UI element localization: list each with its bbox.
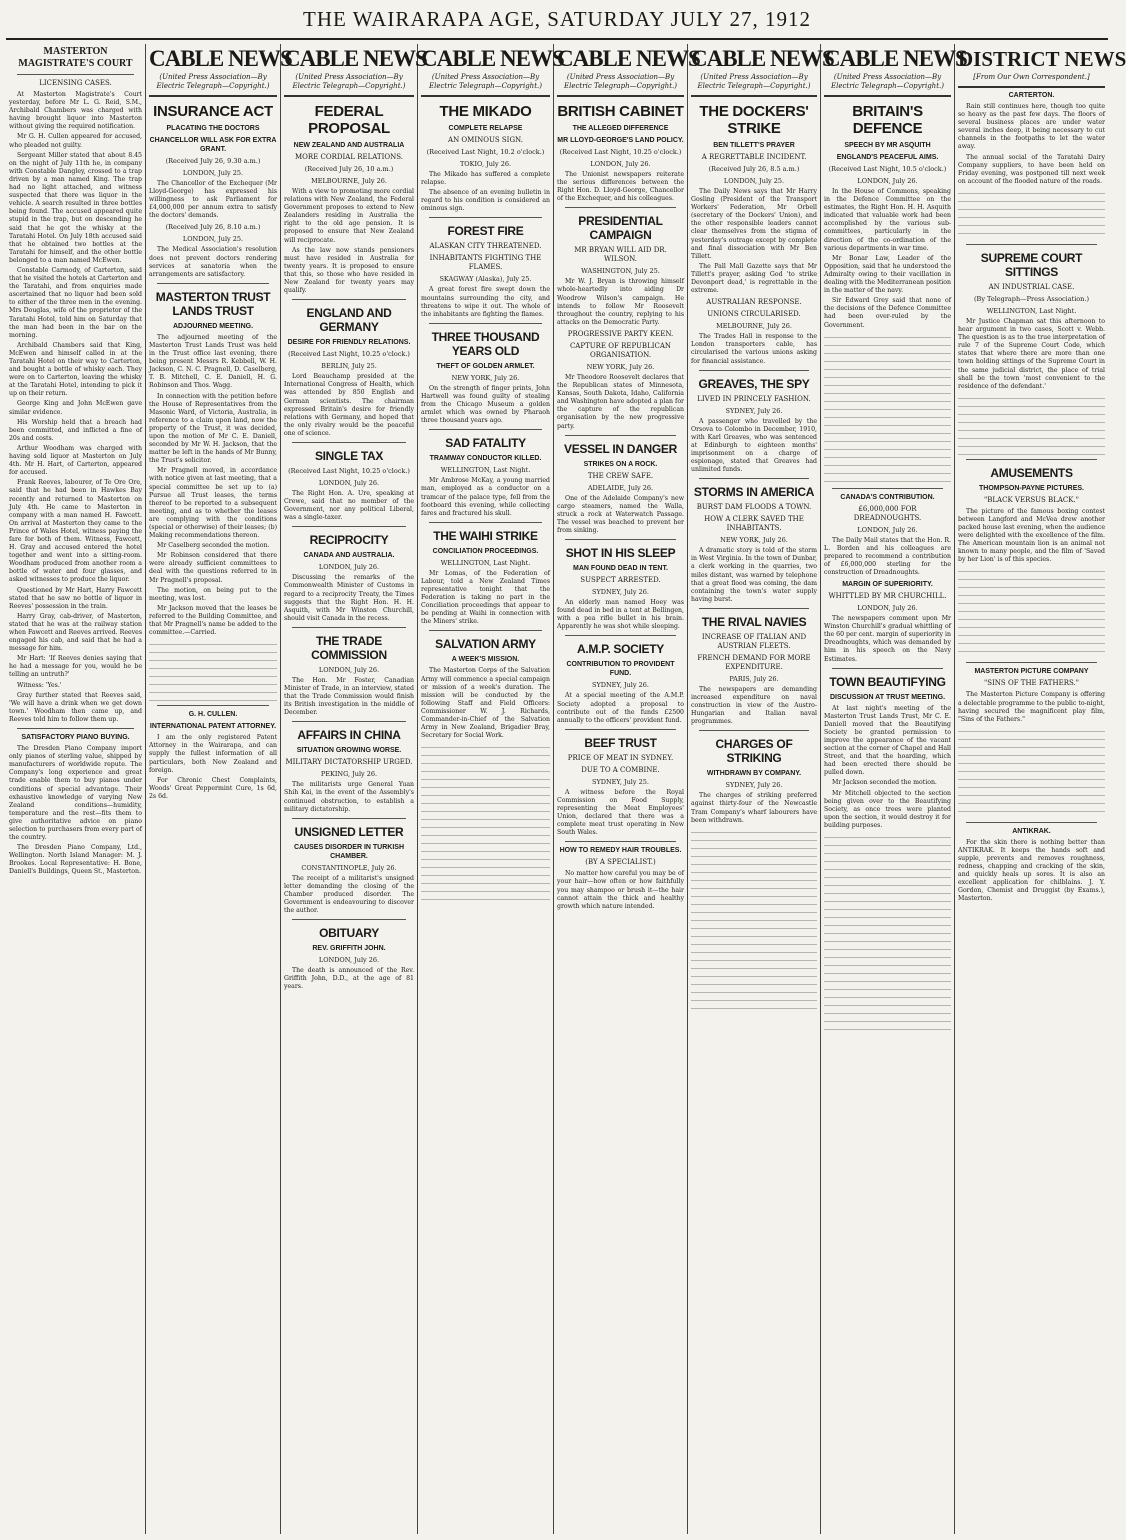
divider	[292, 818, 406, 819]
column-insurance	[146, 44, 292, 1534]
dateline: LONDON, July 25.	[182, 235, 244, 244]
article-paragraph: For Chronic Chest Complaints, Woods' Great Peppermint Cure, 1s 6d, 2s 6d.	[149, 776, 277, 800]
article-paragraph: A dramatic story is told of the storm in West Virginia. In the town of Dunbar, a clerk working in the quarries, two miles distant, was warned by telephone that a great flood was coming, the dam containing the town's water supply having burst.	[691, 547, 817, 603]
article-subhead: INHABITANTS FIGHTING THE FLAMES.	[429, 254, 542, 272]
divider	[557, 95, 684, 97]
dateline: MELBOURNE, July 26.	[311, 177, 387, 185]
faded-text-block	[421, 744, 550, 904]
article-headline: BEEF TRUST	[584, 735, 657, 750]
article-paragraph: George King and John McEwen gave similar evidence.	[9, 400, 142, 416]
dateline: MELBOURNE, July 26.	[716, 322, 792, 331]
dateline: LONDON, July 26.	[318, 478, 380, 487]
article-subhead: PRICE OF MEAT IN SYDNEY.	[567, 753, 674, 762]
divider	[149, 95, 277, 97]
divider	[699, 730, 809, 731]
article-paragraph: A great forest fire swept down the mountains surrounding the city, and threatens to wipe it out. The whole of the inhabitants are fighting the flames.	[421, 286, 550, 318]
dateline: ADELAIDE, July 26.	[587, 483, 654, 492]
dateline: SYDNEY, July 26.	[725, 406, 783, 415]
press-credit: (United Press Association—By Electric Telegraph—Copyright.)	[292, 73, 406, 90]
section-subhead: LICENSING CASES.	[39, 79, 112, 87]
article-headline: PRESIDENTIAL CAMPAIGN	[578, 214, 663, 243]
article-paragraph: Mr Hart: 'If Reeves denies saying that he had a message for you, would he be telling an untruth?'	[9, 655, 142, 679]
masthead-rule	[6, 38, 1108, 40]
article-headline: SAD FATALITY	[445, 436, 526, 451]
divider	[17, 728, 134, 729]
article-paragraph: Mr Pragnell moved, in accordance with notice given at last meeting, that a special committee be set up to (a) Pursue all Trust leases, the terms thereof to be reported to a subsequent meeting, and as to whether the leases are complying with the conditions (special or otherwise) of their leases; (b) Making recommendations thereon.	[149, 467, 277, 540]
dateline: LONDON, July 26.	[857, 604, 918, 613]
article-headline: SALVATION ARMY	[435, 637, 536, 652]
article-paragraph: Mr Justice Chapman sat this afternoon to hear argument in two cases, Scott v. Webb. The question is as to the true interpretation of rule 7 of the Supreme Court Code, which states that where there are more than one town holding sittings of the Supreme Court in the same judicial district, the place of trial shall be the town 'most convenient to the residence of the defendant.'	[958, 317, 1105, 390]
divider	[17, 74, 134, 75]
received-line: (Received Last Night, 10.25 o'clock.)	[559, 148, 682, 156]
article-paragraph: The Mikado has suffered a complete relapse.	[421, 171, 550, 187]
article-subhead: ENGLAND'S PEACEFUL AIMS.	[836, 154, 939, 161]
article-headline: VESSEL IN DANGER	[563, 441, 677, 456]
article-paragraph: The motion, on being put to the meeting, was lost.	[149, 586, 277, 602]
article-paragraph: The Chancellor of the Exchequer (Mr Lloyd-George) has expressed his willingness to ask Parliament for £4,000,000 per annum extra to satisfy the doctors' demands.	[149, 180, 277, 220]
divider	[966, 459, 1097, 460]
faded-text-block	[958, 190, 1105, 240]
article-paragraph: The picture of the famous boxing contest between Langford and McVea drew another packed house last evening, when the audience were delighted with the excellence of the film. The American mountain lion is an animal not known to many people, and the film of 'Saved by her Lion' is of this species.	[958, 507, 1105, 564]
article-paragraph: I am the only registered Patent Attorney in the Wairarapa, and can supply the fullest information of all particulars, both New Zealand and foreign.	[149, 734, 277, 774]
article-subhead: AN OMINOUS SIGN.	[448, 136, 523, 144]
article-paragraph: Arthur Woodham was charged with having sold liquor at Masterton on July 4th. Mr H. Hart, of Carterton, appeared for accused.	[9, 444, 142, 477]
article-subhead: MR LLOYD-GEORGE'S LAND POLICY.	[557, 137, 684, 144]
article-paragraph: Mr Caselberg seconded the motion.	[157, 542, 270, 550]
article-headline: ENGLAND AND GERMANY	[306, 306, 392, 335]
article-paragraph: Mr Jackson moved that the leases be referred to the Building Committee, and that Mr Pragnell's name be added to the committee.—Carried.	[149, 604, 277, 637]
article-subhead: THOMPSON-PAYNE PICTURES.	[978, 484, 1084, 492]
article-paragraph: Mr Mitchell objected to the section being given over to the Beautifying Society, as once trees were planted upon the section, it would destroy it for building purposes.	[824, 789, 951, 829]
received-line: (Received Last Night, 10.25 o'clock.)	[288, 466, 410, 475]
article-subhead: AN INDUSTRIAL CASE.	[988, 282, 1075, 291]
article-paragraph: The Medical Association's resolution does not prevent doctors rendering services at sanatoria when the arrangements are satisfactory.	[149, 246, 277, 278]
article-subhead: £6,000,000 FOR DREADNOUGHTS.	[853, 504, 922, 522]
dateline: SYDNEY, July 25.	[592, 777, 649, 786]
divider	[429, 429, 542, 430]
article-headline: THREE THOUSAND YEARS OLD	[431, 329, 540, 358]
article-paragraph: Mr Robinson considered that there were already sufficient committees to deal with the questions referred to in Mr Pragnell's proposal.	[149, 552, 277, 584]
article-subhead: CONCILIATION PROCEEDINGS.	[432, 547, 539, 555]
article-headline: FOREST FIRE	[447, 224, 524, 239]
article-headline: THE DOCKERS' STRIKE	[699, 103, 809, 137]
divider	[691, 95, 817, 97]
article-headline: AFFAIRS IN CHINA	[297, 728, 401, 743]
faded-text-block	[958, 568, 1105, 658]
article-paragraph: The Masterton Corps of the Salvation Army will commence a special campaign or mission of a week's duration. The mission will be conducted by the following Staff and Field Officers: Commissioner W. J. Richards, Commander-in-Chief of the Salvation Army in New Zealand, Brigadier Bray, Secretary for Social Work.	[421, 667, 550, 740]
divider	[565, 635, 676, 636]
district-news-header: DISTRICT NEWS	[958, 47, 1126, 71]
cable-news-header: CABLE NEWS	[149, 46, 292, 71]
article-paragraph: The Daily Mail states that the Hon. R. L. Borden and his colleagues are prepared to recommend a contribution of £6,000,000 sterling for the construction of Dreadnoughts.	[824, 536, 951, 576]
article-subhead: PLACATING THE DOCTORS	[166, 125, 260, 132]
article-headline: INSURANCE ACT	[153, 103, 273, 120]
article-headline: HOW TO REMEDY HAIR TROUBLES.	[559, 847, 682, 855]
article-paragraph: One of the Adelaide Company's new cargo steamers, named the Walla, struck a rock at Waterwatch Passage. The vessel was beached to prevent her from sinking.	[557, 494, 684, 534]
press-credit: (United Press Association—By Electric Telegraph—Copyright.)	[697, 73, 811, 90]
received-line: (Received July 26, 8.5 a.m.)	[708, 165, 800, 173]
faded-text-block	[691, 829, 817, 1009]
article-paragraph: An elderly man named Hoey was found dead in bed in a tent at Bellingen, with a pea rifle bullet in his brain. Apparently he was shot while sleeping.	[557, 599, 684, 631]
article-paragraph: Mr G. H. Cullen appeared for accused, who pleaded not guilty.	[9, 133, 142, 149]
column-federal	[281, 44, 427, 1534]
article-paragraph: A passenger who travelled by the Orsova to Colombo in December, 1910, with Karl Greaves, who was sentenced at Edinburgh to eighteen months' imprisonment on a charge of espionage, stated that Greaves had unlimited funds.	[691, 417, 817, 474]
column-dockers	[688, 44, 834, 1534]
dateline: PEKING, July 26.	[320, 770, 378, 779]
article-paragraph: Rain still continues here, though too quite so heavy as the past few days. The floors of several business places are under water several inches deep, it being necessary to cut channels in the footpaths to let the water away.	[958, 103, 1105, 151]
article-paragraph: Constable Carmody, of Carterton, said that he visited the hotels at Carterton and the Taratahi, and from enquiries made ascertained that no liquor had been sold to either of the three men in the evening. Mrs Douglas, wife of the proprietor of the Taratahi Hotel, told him on Saturday that the man had been in the bar on the morning.	[9, 266, 142, 339]
divider	[292, 721, 406, 722]
article-headline: BRITISH CABINET	[557, 103, 684, 120]
dateline: LONDON, July 25.	[723, 177, 785, 185]
article-subhead: MR BRYAN WILL AID DR. WILSON.	[574, 246, 667, 264]
article-subhead: MARGIN OF SUPERIORITY.	[842, 581, 933, 589]
faded-text-block	[149, 641, 277, 701]
article-subhead: SITUATION GROWING WORSE.	[296, 747, 402, 755]
divider	[292, 627, 406, 628]
press-credit: (United Press Association—By Electric Telegraph—Copyright.)	[831, 73, 944, 90]
faded-text-block	[958, 395, 1105, 455]
dateline: SYDNEY, July 26.	[725, 781, 783, 790]
article-subhead: WITHDRAWN BY COMPANY.	[706, 770, 802, 778]
article-paragraph: The Dresden Piano Company, Ltd., Wellington. North Island Manager: M. J. Brookes. Local Representative: H. Bone, Daniell's Buildings, Queen St., Masterton.	[9, 844, 142, 876]
article-headline: OBITUARY	[319, 926, 379, 941]
divider	[824, 95, 951, 97]
article-paragraph: The annual social of the Taratahi Dairy Company suppliers, to have been held on Friday evening, was postponed till next week on account of the flooded nature of the roads.	[958, 153, 1105, 185]
article-headline: THE RIVAL NAVIES	[701, 614, 807, 629]
article-headline: SATISFACTORY PIANO BUYING.	[21, 734, 130, 742]
article-paragraph: In the House of Commons, speaking in the Defence Committee on the estimates, the Right Hon. H. H. Asquith indicated that valuable work had been accomplished by the various sub-committees, particularly in the direction of the co-ordination of the various departments in war time.	[824, 188, 951, 252]
faded-text-block	[958, 728, 1105, 818]
article-paragraph: The charges of striking preferred against thirty-four of the Newcastle Tram Company's wharf labourers have been withdrawn.	[691, 792, 817, 824]
divider	[699, 608, 809, 609]
article-headline: A.M.P. SOCIETY	[577, 642, 664, 657]
article-paragraph: Mr Lomas, of the Federation of Labour, told a New Zealand Times representative tonight that the Federation is taking no part in the Conciliation proceedings that appear to be pending at Waihi in connection with the Miners' strike.	[421, 569, 550, 626]
article-subhead: FRENCH DEMAND FOR MORE EXPENDITURE.	[697, 653, 811, 671]
article-subhead: CONTRIBUTION TO PROVIDENT FUND.	[566, 661, 675, 678]
article-paragraph: The absence of an evening bulletin in regard to his condition is considered an ominous sign.	[421, 189, 550, 213]
divider	[565, 729, 676, 730]
article-subhead: "BLACK VERSUS BLACK."	[984, 495, 1079, 504]
article-paragraph: Gray further stated that Reeves said, 'We will have a drink when we get down town.' Woodham then came up, and Reeves told him to follow them up.	[9, 691, 142, 723]
article-headline: AMUSEMENTS	[990, 465, 1073, 480]
article-paragraph: Mr W. J. Bryan is throwing himself whole-heartedly into aiding Dr Woodrow Wilson's campaign. He intends to follow Mr Roosevelt throughout the country, replying to his attacks on the Democratic Party.	[557, 278, 684, 326]
article-subhead: SUSPECT ARRESTED.	[580, 576, 661, 585]
divider	[565, 539, 676, 540]
column-court	[6, 44, 146, 1534]
faded-text-block	[824, 334, 951, 484]
article-headline: STORMS IN AMERICA	[693, 485, 815, 500]
divider	[292, 526, 406, 527]
article-subhead: INCREASE OF ITALIAN AND AUSTRIAN FLEETS.	[701, 632, 807, 650]
article-subhead: DISCUSSION AT TRUST MEETING.	[829, 693, 946, 701]
article-subhead: THE CREW SAFE.	[587, 471, 654, 480]
divider	[421, 95, 550, 97]
article-paragraph: The Pall Mall Gazette says that Mr Tillett's prayer, asking God 'to strike Devonport dead,' is regrettable in the extreme.	[691, 262, 817, 295]
press-credit: (United Press Association—By Electric Telegraph—Copyright.)	[429, 73, 542, 90]
article-paragraph: The Dresden Piano Company import only pianos of sterling value, shipped by manufacturers of worldwide repute. The Company's long experience and great trade enable them to buy pianos under conditions of special advantage. Their exhaustive knowledge of varying New Zealand conditions—humidity, temperature and the rest—fits them to give authoritative advice on piano selection to purchasers from every part of the country.	[9, 745, 142, 842]
column-defence	[821, 44, 967, 1534]
article-subhead: CHANCELLOR WILL ASK FOR EXTRA GRANT.	[149, 137, 277, 153]
dateline: SYDNEY, July 26.	[592, 588, 649, 597]
faded-text-block	[824, 834, 951, 1034]
divider	[284, 95, 414, 97]
article-paragraph: Sir Edward Grey said that none of the decisions of the Defence Committee had been over-ruled by the Government.	[824, 297, 951, 329]
column-cabinet	[554, 44, 700, 1534]
received-line: (Received Last Night, 10.5 o'clock.)	[828, 165, 947, 173]
article-headline: SHOT IN HIS SLEEP	[565, 546, 676, 561]
dateline: CONSTANTINOPLE, July 26.	[301, 863, 397, 872]
article-subhead: THEFT OF GOLDEN ARMLET.	[436, 362, 535, 370]
divider	[157, 283, 269, 284]
cable-news-header: CABLE NEWS	[284, 46, 427, 71]
divider	[429, 522, 542, 523]
divider	[958, 86, 1105, 88]
article-headline: RECIPROCITY	[309, 533, 389, 548]
received-line: (Received July 26, 10 a.m.)	[304, 165, 394, 173]
article-subhead: ADJOURNED MEETING.	[172, 322, 254, 330]
article-subhead: CAPTURE OF REPUBLICAN ORGANISATION.	[569, 341, 672, 359]
dateline: LONDON, July 26.	[318, 956, 380, 965]
cable-news-header: CABLE NEWS	[824, 46, 967, 71]
divider	[565, 435, 676, 436]
article-paragraph: At Masterton Magistrate's Court yesterday, before Mr L. G. Reid, S.M., Archibald Chambers was charged with having brought liquor into Masterton without giving the required notification.	[9, 91, 142, 131]
article-headline: CHARGES OF STRIKING	[715, 737, 793, 766]
article-headline: CANADA'S CONTRIBUTION.	[840, 493, 935, 501]
article-headline: THE MIKADO	[439, 103, 532, 120]
press-credit: [From Our Own Correspondent.]	[973, 73, 1090, 81]
received-line: (By Telegraph—Press Association.)	[974, 294, 1089, 303]
article-subhead: CAUSES DISORDER IN TURKISH CHAMBER.	[293, 843, 405, 860]
article-paragraph: Archibald Chambers said that King, McEwen and himself called in at the Taratahi Hotel on their way to Carterton, and bought a bottle of whisky each. They were on to Carterton, leaving the whisky at the Taratahi Hotel, intending to pick it up on their return.	[9, 341, 142, 398]
article-subhead: DESIRE FOR FRIENDLY RELATIONS.	[287, 339, 411, 347]
article-subhead: "SINS OF THE FATHERS."	[984, 679, 1079, 688]
article-paragraph: Mr Jackson seconded the motion.	[832, 779, 937, 787]
article-paragraph: Mr Bonar Law, Leader of the Opposition, said that he understood the Admiralty owing to their vacillation in dealing with the Mediterranean position in the matter of the navy.	[824, 254, 951, 295]
dateline: NEW YORK, July 26.	[586, 362, 655, 371]
article-paragraph: As the law now stands pensioners must have resided in Australia for twenty years. It is proposed to ensure that this, so those who have resided in New Zealand for twenty years may qualify.	[284, 246, 414, 295]
article-headline: THE TRADE COMMISSION	[311, 633, 387, 662]
cable-news-header: CABLE NEWS	[557, 46, 700, 71]
article-subhead: A REGRETTABLE INCIDENT.	[701, 153, 807, 161]
article-paragraph: His Worship held that a breach had been committed, and inflicted a fine of 20s and costs.	[9, 418, 142, 442]
article-subhead: CARTERTON.	[1008, 92, 1055, 99]
article-subhead: UNIONS CIRCULARISED.	[707, 310, 801, 319]
article-paragraph: Lord Beauchamp presided at the International Congress of Health, which was attended by 850 English and German scientists. The chairman expressed Britain's desire for friendly relations with Germany, and hoped that the only rivalry would be the peaceful one of science.	[284, 373, 414, 437]
divider	[565, 207, 676, 208]
press-credit: (United Press Association—By Electric Telegraph—Copyright.)	[564, 73, 677, 90]
article-paragraph: Witness: 'Yes.'	[17, 681, 62, 689]
court-title: MASTERTON MAGISTRATE'S COURT	[18, 46, 133, 69]
article-subhead: MAN FOUND DEAD IN TENT.	[573, 565, 668, 573]
article-subhead: HOW A CLERK SAVED THE INHABITANTS.	[704, 515, 804, 533]
masthead: THE WAIRARAPA AGE, SATURDAY JULY 27, 1912	[303, 7, 811, 31]
dateline: LONDON, July 26.	[590, 160, 651, 168]
article-subhead: (BY A SPECIALIST.)	[585, 858, 656, 867]
article-subhead: BEN TILLETT'S PRAYER	[713, 142, 795, 149]
article-paragraph: The newspapers comment upon Mr Winston Churchill's gradual whittling of the 60 per cent. margin of superiority in Dreadnoughts, which was demanded by him in his speech on the Navy Estimates.	[824, 615, 951, 663]
article-paragraph: Questioned by Mr Hart, Harry Fawcett stated that he saw no bottle of liquor in Reeves' possession in the train.	[9, 586, 142, 610]
article-subhead: ALASKAN CITY THREATENED.	[429, 242, 542, 251]
divider	[699, 478, 809, 479]
article-subhead: MILITARY DICTATORSHIP URGED.	[285, 758, 413, 767]
article-paragraph: The Unionist newspapers reiterate the serious differences between the Right Hon. D. Lloyd-George, Chancellor of the Exchequer, and his colleagues.	[557, 171, 684, 203]
article-headline: MASTERTON PICTURE COMPANY	[974, 668, 1089, 676]
article-headline: SUPREME COURT SITTINGS	[980, 250, 1083, 279]
dateline: LONDON, July 26.	[318, 665, 380, 674]
article-headline: TOWN BEAUTIFYING	[829, 674, 946, 689]
dateline: BERLIN, July 25.	[321, 362, 377, 371]
dateline: LONDON, July 25.	[182, 169, 244, 177]
cable-news-header: CABLE NEWS	[691, 46, 834, 71]
dateline: LONDON, July 26.	[857, 525, 918, 534]
article-paragraph: The Trades Hall in response to the London transporters cable, has circularised the various unions asking for financial assistance.	[691, 333, 817, 365]
received-line: (Received July 26, 9.30 a.m.)	[165, 157, 261, 165]
article-headline: G. H. CULLEN.	[188, 711, 238, 719]
article-subhead: REV. GRIFFITH JOHN.	[312, 945, 386, 953]
article-headline: FEDERAL PROPOSAL	[308, 103, 390, 137]
article-subhead: PROGRESSIVE PARTY KEEN.	[567, 329, 674, 338]
article-subhead: CANADA AND AUSTRALIA.	[303, 552, 395, 560]
divider	[832, 668, 943, 669]
divider	[429, 323, 542, 324]
article-paragraph: The Masterton Picture Company is offering a delectable programme to the public to-night, having secured the magnificent play film, "Sins of the Fathers."	[958, 691, 1105, 723]
article-paragraph: At last night's meeting of the Masterton Trust Lands Trust, Mr C. E. Daniell moved that the Beautifying Society be granted permission to improve the appearance of the vacant section at the corner of Chapel and Hall Street, and that the hoarding, which had been erected there should be pulled down.	[824, 704, 951, 777]
divider	[157, 705, 269, 706]
columns	[6, 44, 1126, 1534]
article-paragraph: On the strength of finger prints, John Hartwell was found guilty of stealing from the Chicago Museum a golden armlet which was owned by Pharaoh three thousand years ago.	[421, 384, 550, 425]
article-paragraph: Discussing the remarks of the Commonwealth Minister of Customs in regard to a reciprocity Treaty, the Times suggests that the Right Hon. H. H. Asquith, with Mr Winston Churchill, should visit Canada in the recess.	[284, 574, 414, 622]
article-paragraph: No matter how careful you may be of your hair—how often or how faithfully you may shampoo or brush it—the hair cannot attain the thick and healthy growth which nature intended.	[557, 870, 684, 910]
divider	[966, 244, 1097, 245]
article-paragraph: The Hon. Mr Foster, Canadian Minister of Trade, in an interview, stated that the Trade Commission would finish its British investigation in the middle of December.	[284, 676, 414, 717]
divider	[429, 630, 542, 631]
cable-news-header: CABLE NEWS	[421, 46, 564, 71]
article-subhead: NEW ZEALAND AND AUSTRALIA	[293, 142, 405, 149]
article-paragraph: Frank Reeves, labourer, of Te Ore Ore, said that he had been in Hawkes Bay recently and returned to Masterton on July 4th. He came to Masterton in company with a man named H. Fawcett. On arrival at Masterton they came to the Prince of Wales Hotel, witness paying the fare for both of them. Witness, Fawcett, H. Gray and accused entered the hotel together and went into a sitting-room. Woodham produced from another room a bottle of water and four glasses, and asked witnesses to produce the liquor.	[9, 479, 142, 584]
dateline: SYDNEY, July 26.	[592, 681, 649, 690]
received-line: (Received Last Night, 10.25 o'clock.)	[288, 350, 410, 359]
dateline: WELLINGTON, Last Night.	[986, 306, 1077, 315]
dateline: LONDON, July 26.	[857, 177, 918, 185]
article-subhead: AUSTRALIAN RESPONSE.	[706, 298, 802, 307]
article-paragraph: The adjourned meeting of the Masterton Trust Lands Trust was held in the Trust office last evening, there being present Messrs R. Kebbell, W. H. Jackson, C. N. C. Pragnell, D. Caselberg, T. B. Mitchell, C. E. Daniell, H. G. Robinson and Thos. Wagg.	[149, 333, 277, 390]
divider	[699, 370, 809, 371]
article-paragraph: The Daily News says that Mr Harry Gosling (President of the Transport Workers' Federation, Mr Orbell (secretary of the Dockers' Union), and the other responsible leaders cannot clear themselves from the stigma of yesterday's outrage except by complete and final dissociation with Mr Ben Tillett.	[691, 188, 817, 260]
column-district	[955, 44, 1126, 1534]
divider	[292, 442, 406, 443]
divider	[966, 662, 1097, 663]
dateline: NEW YORK, July 26.	[720, 536, 788, 545]
dateline: NEW YORK, July 26.	[451, 373, 520, 382]
dateline: SKAGWAY (Alaska), July 25.	[439, 275, 532, 284]
dateline: WASHINGTON, July 25.	[581, 267, 660, 276]
dateline: TOKIO, July 26.	[459, 160, 512, 168]
article-headline: BRITAIN'S DEFENCE	[852, 103, 923, 137]
article-subhead: TRAMWAY CONDUCTOR KILLED.	[429, 455, 542, 463]
article-subhead: BURST DAM FLOODS A TOWN.	[696, 503, 812, 512]
article-headline: SINGLE TAX	[314, 448, 384, 463]
article-paragraph: Sergeant Miller stated that about 8.45 on the night of July 11th he, in company with Constable Dangley, crossed to a trap driven by a man named King. The trap had no light attached, and witness suspected that there was liquor in the vehicle. A search resulted in three bottles being found. The accused appeared quite stupid in the trap, but on descending he said that he got the whisky at the Taratahi Hotel. On July 18th accused said that he obtained two bottles at the Taratahi for himself, and the other bottle belonged to a man named McEwen.	[9, 151, 142, 264]
divider	[565, 841, 676, 842]
article-subhead: DUE TO A COMBINE.	[581, 765, 660, 774]
article-paragraph: Harry Gray, cab-driver, of Masterton, stated that he was at the railway station when Fawcett and Reeves arrived. Reeves engaged his cab, and said that he had a message for him.	[9, 612, 142, 653]
article-paragraph: Mr Theodore Roosevelt declares that the Republican states of Minnesota, Kansas, South Dakota, Idaho, California and Washington have adopted a plan for the capture of the republican organisation by the new progressive party.	[557, 373, 684, 430]
article-subhead: MORE CORDIAL RELATIONS.	[295, 153, 403, 161]
article-paragraph: The Right Hon. A. Ure, speaking at Crewe, said that no member of the Government, nor any political Liberal, was a single-taxer.	[284, 489, 414, 522]
article-subhead: COMPLETE RELAPSE	[448, 125, 523, 132]
article-subhead: LIVED IN PRINCELY FASHION.	[697, 394, 811, 403]
dateline: WELLINGTON, Last Night.	[440, 466, 531, 475]
article-paragraph: A witness before the Royal Commission on Food Supply, representing the Meat Employees' Union, declared that there was a complete meat trust operating in New South Wales.	[557, 788, 684, 837]
dateline: PARIS, July 26.	[729, 674, 779, 683]
article-paragraph: For the skin there is nothing better than ANTIKRAK. It keeps the hands soft and supple, prevents and removes roughness, redness, chapping and cracking of the skin, and quickly heals up sores. It is also an excellent application for chilblains. J. Y. Gordon, Chemist and Druggist (by Exams.), Masterton.	[958, 838, 1105, 903]
article-paragraph: The death is announced of the Rev. Griffith John, D.D., at the age of 81 years.	[284, 967, 414, 991]
received-line: (Received July 26, 8.10 a.m.)	[165, 223, 261, 232]
article-paragraph: The newspapers are demanding increased expenditure on naval construction in view of the Austro-Hungarian and Italian naval programmes.	[691, 685, 817, 726]
article-subhead: THE ALLEGED DIFFERENCE	[572, 125, 669, 132]
article-headline: INTERNATIONAL PATENT ATTORNEY.	[149, 723, 277, 731]
article-subhead: WHITTLED BY MR CHURCHILL.	[828, 592, 947, 601]
divider	[292, 919, 406, 920]
article-paragraph: The receipt of a militarist's unsigned letter demanding the closing of the Chamber produced disorder. The Government is endeavouring to discover the author.	[284, 874, 414, 915]
article-headline: GREAVES, THE SPY	[698, 376, 810, 391]
article-subhead: SPEECH BY MR ASQUITH	[844, 142, 931, 149]
dateline: LONDON, July 26.	[318, 563, 380, 572]
article-headline: THE WAIHI STRIKE	[433, 528, 538, 543]
article-headline: MASTERTON TRUST LANDS TRUST	[155, 289, 271, 318]
article-paragraph: Mr Ambrose McKay, a young married man, employed as a conductor on a tramcar of the palace type, fell from the footboard this evening, while collecting fares and fractured his skull.	[421, 477, 550, 517]
article-paragraph: In connection with the petition before the House of Representatives from the Masonic Ward, of Victoria, Australia, in reference to a claim upon land, now the property of the Trust, it was decided, upon the motion of Mr C. E. Daniell, seconded by Mr W. H. Jackson, that the matter be left in the hands of Mr Bunny, the Trust's solicitor.	[149, 392, 277, 465]
article-subhead: STRIKES ON A ROCK.	[583, 460, 658, 468]
article-headline: ANTIKRAK.	[1012, 827, 1051, 835]
article-paragraph: At a special meeting of the A.M.P. Society adopted a proposal to contribute out of the funds £2500 annually to the officers' provident fund.	[557, 692, 684, 724]
article-subhead: A WEEK'S MISSION.	[451, 656, 520, 664]
column-mikado	[418, 44, 564, 1534]
dateline: WELLINGTON, Last Night.	[440, 558, 531, 567]
article-headline: UNSIGNED LETTER	[294, 824, 404, 839]
article-paragraph: The militarists urge General Yuan Shih Kai, in the event of the Assembly's continued obstruction, to establish a military dictatorship.	[284, 781, 414, 813]
received-line: (Received Last Night, 10.2 o'clock.)	[426, 148, 545, 156]
article-paragraph: With a view to promoting more cordial relations with New Zealand, the Federal Government proposes to extend to New Zealanders residing in Australia the right to the old age pension. It is proposed to ensure that New Zealand will reciprocate.	[284, 188, 414, 244]
divider	[966, 822, 1097, 823]
divider	[832, 488, 943, 489]
divider	[292, 299, 406, 300]
press-credit: (United Press Association—By Electric Telegraph—Copyright.)	[156, 73, 270, 90]
divider	[429, 217, 542, 218]
